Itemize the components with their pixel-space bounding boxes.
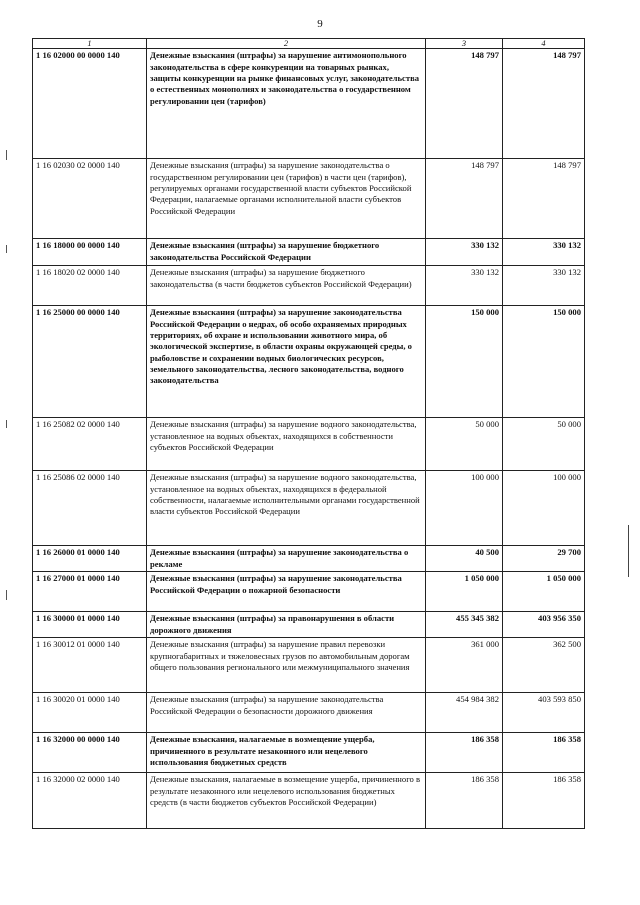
table-row — [33, 471, 585, 546]
column-number-2: 2 — [147, 39, 426, 49]
amount-col3-cell: 186 358 — [426, 773, 503, 829]
revenue-name-cell: Денежные взыскания (штрафы) за нарушение водного законодательства, установленное на водных объектах, находящихся в федеральной собственности, налагаемые исполнительными органами государственной власти субъектов Российской Федерации — [147, 471, 426, 546]
table-row — [33, 418, 585, 471]
budget-code-cell: 1 16 30000 01 0000 140 — [33, 612, 147, 638]
table-row — [33, 266, 585, 306]
table-row — [33, 159, 585, 239]
revenue-name-cell: Денежные взыскания (штрафы) за нарушение законодательства о рекламе — [147, 546, 426, 572]
amount-col3-cell: 50 000 — [426, 418, 503, 471]
budget-code-cell: 1 16 25082 02 0000 140 — [33, 418, 147, 471]
budget-code-cell: 1 16 25086 02 0000 140 — [33, 471, 147, 546]
page-number: 9 — [317, 18, 323, 30]
revenue-name-cell: Денежные взыскания (штрафы) за нарушение законодательства Российской Федерации о безопасности дорожного движения — [147, 693, 426, 733]
revenue-name-cell: Денежные взыскания (штрафы) за нарушение антимонопольного законодательства в сфере конкуренции на товарных рынках, защиты конкуренции на рынке финансовых услуг, законодательства о естественных монополиях и законодательства о государственном регулировании цен (тарифов) — [147, 49, 426, 159]
budget-code-cell: 1 16 30012 01 0000 140 — [33, 638, 147, 693]
table-row — [33, 612, 585, 638]
revenue-name-cell: Денежные взыскания (штрафы) за нарушение законодательства о государственном регулировании цен (тарифов) в части цен (тарифов), регулируемых органами государственной власти субъектов Российской Федерации, налагаемые органами исполнительной власти субъектов Российской Федерации — [147, 159, 426, 239]
table-row — [33, 773, 585, 829]
amount-col3-cell: 40 500 — [426, 546, 503, 572]
table-row — [33, 693, 585, 733]
revenue-name-cell: Денежные взыскания, налагаемые в возмещение ущерба, причиненного в результате незаконного или нецелевого использования бюджетных средств (в части бюджетов субъектов Российской Федерации) — [147, 773, 426, 829]
budget-code-cell: 1 16 25000 00 0000 140 — [33, 306, 147, 418]
revenue-name-cell: Денежные взыскания (штрафы) за нарушение бюджетного законодательства Российской Федерации — [147, 239, 426, 266]
amount-col4-cell: 50 000 — [503, 418, 585, 471]
amount-col3-cell: 330 132 — [426, 239, 503, 266]
revenue-table — [32, 38, 585, 829]
revenue-name-cell: Денежные взыскания (штрафы) за нарушение бюджетного законодательства (в части бюджетов субъектов Российской Федерации) — [147, 266, 426, 306]
budget-code-cell: 1 16 18000 00 0000 140 — [33, 239, 147, 266]
scan-edge-mark — [6, 420, 7, 428]
scan-edge-mark — [6, 590, 7, 600]
amount-col4-cell: 1 050 000 — [503, 572, 585, 612]
column-number-4: 4 — [503, 39, 585, 49]
amount-col4-cell: 150 000 — [503, 306, 585, 418]
amount-col3-cell: 148 797 — [426, 49, 503, 159]
amount-col4-cell: 330 132 — [503, 266, 585, 306]
amount-col3-cell: 455 345 382 — [426, 612, 503, 638]
amount-col4-cell: 186 358 — [503, 733, 585, 773]
revenue-name-cell: Денежные взыскания (штрафы) за правонарушения в области дорожного движения — [147, 612, 426, 638]
amount-col3-cell: 186 358 — [426, 733, 503, 773]
amount-col3-cell: 148 797 — [426, 159, 503, 239]
amount-col4-cell: 100 000 — [503, 471, 585, 546]
revenue-name-cell: Денежные взыскания, налагаемые в возмещение ущерба, причиненного в результате незаконного или нецелевого использования бюджетных средств — [147, 733, 426, 773]
table-row — [33, 572, 585, 612]
scan-edge-mark — [6, 150, 7, 160]
table-row — [33, 306, 585, 418]
amount-col3-cell: 454 984 382 — [426, 693, 503, 733]
table-row — [33, 546, 585, 572]
budget-code-cell: 1 16 32000 00 0000 140 — [33, 733, 147, 773]
scan-edge-mark — [628, 525, 629, 577]
budget-code-cell: 1 16 18020 02 0000 140 — [33, 266, 147, 306]
budget-code-cell: 1 16 02030 02 0000 140 — [33, 159, 147, 239]
column-number-header-row — [33, 39, 585, 49]
amount-col4-cell: 148 797 — [503, 159, 585, 239]
column-number-1: 1 — [33, 39, 147, 49]
amount-col3-cell: 361 000 — [426, 638, 503, 693]
amount-col4-cell: 403 593 850 — [503, 693, 585, 733]
amount-col4-cell: 148 797 — [503, 49, 585, 159]
column-number-3: 3 — [426, 39, 503, 49]
table-row — [33, 733, 585, 773]
budget-code-cell: 1 16 02000 00 0000 140 — [33, 49, 147, 159]
budget-code-cell: 1 16 26000 01 0000 140 — [33, 546, 147, 572]
revenue-name-cell: Денежные взыскания (штрафы) за нарушение правил перевозки крупногабаритных и тяжеловесных грузов по автомобильным дорогам общего пользования регионального или межмуниципального значения — [147, 638, 426, 693]
revenue-name-cell: Денежные взыскания (штрафы) за нарушение законодательства Российской Федерации о пожарной безопасности — [147, 572, 426, 612]
budget-code-cell: 1 16 30020 01 0000 140 — [33, 693, 147, 733]
budget-code-cell: 1 16 27000 01 0000 140 — [33, 572, 147, 612]
table-row — [33, 239, 585, 266]
amount-col3-cell: 1 050 000 — [426, 572, 503, 612]
scan-edge-mark — [6, 245, 7, 253]
amount-col3-cell: 150 000 — [426, 306, 503, 418]
table-row — [33, 49, 585, 159]
amount-col4-cell: 186 358 — [503, 773, 585, 829]
revenue-name-cell: Денежные взыскания (штрафы) за нарушение законодательства Российской Федерации о недрах, об особо охраняемых природных территориях, об охране и использовании животного мира, об экологической экспертизе, в области охраны окружающей среды, о рыболовстве и сохранении водных биологических ресурсов, земельного законодательства, лесного законодательства, водного законодательства — [147, 306, 426, 418]
revenue-name-cell: Денежные взыскания (штрафы) за нарушение водного законодательства, установленное на водных объектах, находящихся в собственности субъектов Российской Федерации — [147, 418, 426, 471]
amount-col4-cell: 29 700 — [503, 546, 585, 572]
table-row — [33, 638, 585, 693]
amount-col3-cell: 100 000 — [426, 471, 503, 546]
amount-col4-cell: 403 956 350 — [503, 612, 585, 638]
amount-col4-cell: 362 500 — [503, 638, 585, 693]
amount-col4-cell: 330 132 — [503, 239, 585, 266]
budget-code-cell: 1 16 32000 02 0000 140 — [33, 773, 147, 829]
amount-col3-cell: 330 132 — [426, 266, 503, 306]
